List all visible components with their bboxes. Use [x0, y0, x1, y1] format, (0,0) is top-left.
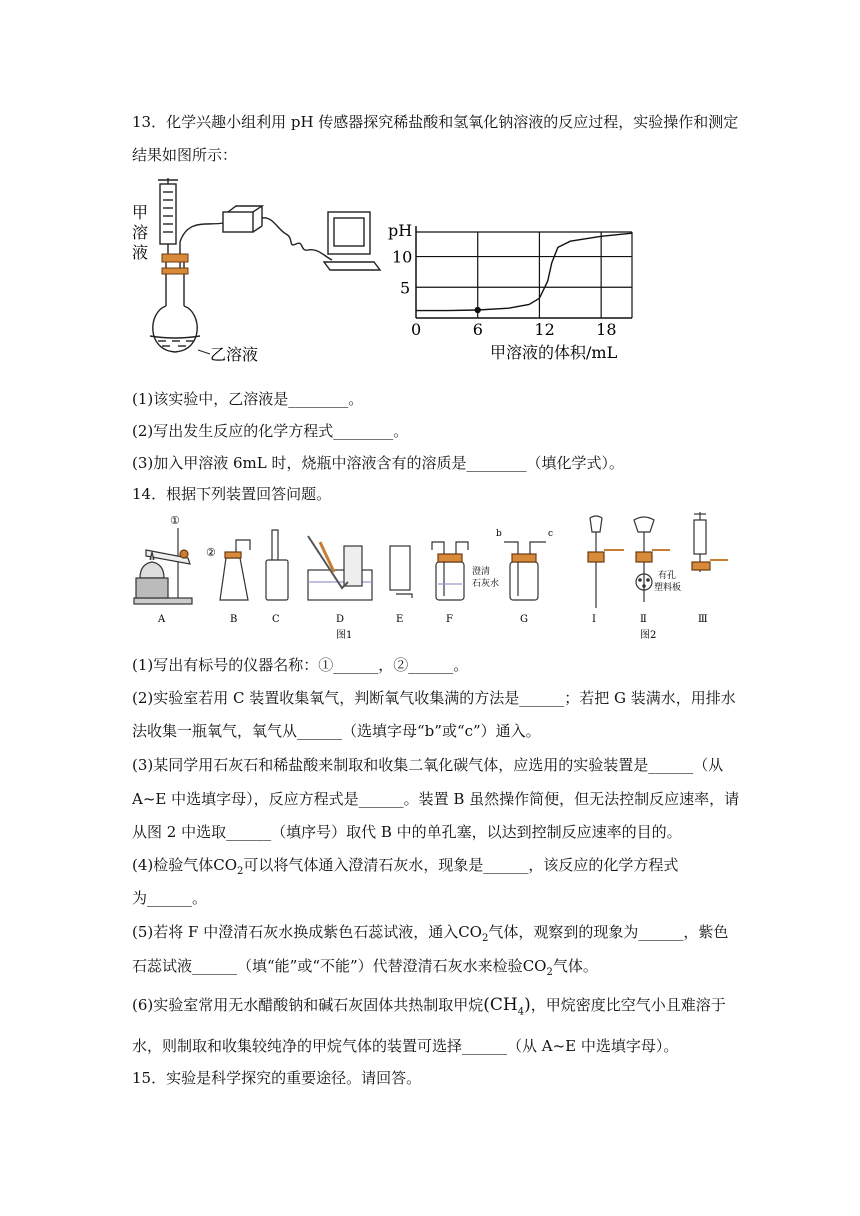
- co2-formula: $CO_2$: [458, 923, 489, 944]
- y-axis-label: pH: [388, 221, 413, 240]
- letter-f: F: [446, 614, 453, 625]
- ph-curve: [416, 233, 632, 310]
- q14-sub2-a: (2)实验室若用 C 装置收集氧气，判断氧气收集满的方法是______；若把 G 装满水，用排水: [132, 689, 736, 707]
- q13-sub1: (1)该实验中，乙溶液是________。: [132, 390, 364, 408]
- q14-sub2-b: 法收集一瓶氧气，氧气从______（选填字母“b”或“c”）通入。: [132, 722, 541, 740]
- letter-c: C: [272, 614, 280, 625]
- numeral-3: Ⅲ: [698, 614, 708, 625]
- fig2-caption: 图2: [640, 630, 657, 641]
- letter-e: E: [396, 614, 404, 625]
- q14-sub3-a: (3)某同学用石灰石和稀盐酸来制取和收集二氧化碳气体，应选用的实验装置是______（从: [132, 756, 724, 774]
- x-tick-label: 18: [596, 320, 617, 339]
- q13-sub3: (3)加入甲溶液 6mL 时，烧瓶中溶液含有的溶质是________（填化学式）。: [132, 454, 625, 472]
- letter-a: A: [158, 614, 166, 625]
- f-label-2: 石灰水: [472, 579, 500, 589]
- syringe-barrel: [160, 184, 176, 244]
- q14-sub4-a: [132, 855, 678, 882]
- label-jia-2: 溶: [132, 223, 149, 242]
- f-label-1: 澄清: [472, 567, 491, 577]
- q14-sub4-b: 为______。: [132, 889, 208, 907]
- label-yi: 乙溶液: [210, 345, 259, 364]
- y-tick-label: 10: [392, 247, 413, 267]
- x-tick-label: 12: [534, 320, 555, 339]
- fig1-caption: 图1: [336, 630, 353, 641]
- marker-2: ②: [206, 546, 216, 559]
- co2-formula: $CO_2$: [522, 957, 553, 978]
- x-tick-label: 0: [411, 320, 422, 339]
- letter-d: D: [336, 614, 345, 625]
- letter-b: B: [230, 614, 238, 625]
- marker-1: ①: [170, 516, 180, 527]
- label-jia-1: 甲: [132, 203, 149, 222]
- plate-label-1: 有孔: [658, 571, 677, 581]
- g-port-b: b: [496, 529, 502, 539]
- ph-chart: [388, 214, 638, 364]
- q14-sub3-c: 从图 2 中选取______（填序号）取代 B 中的单孔塞，以达到控制反应速率的目的。: [132, 823, 682, 841]
- stopper-lower: [162, 268, 188, 274]
- marked-point-6ml: [475, 307, 481, 313]
- q14-figure1: [126, 516, 576, 646]
- x-axis-label: 甲溶液的体积/mL: [490, 343, 618, 362]
- stand-base: [134, 598, 192, 604]
- q14-sub4-a-pre: (4)检验气体: [132, 856, 214, 874]
- co2-formula: $CO_2$: [213, 856, 244, 877]
- q13-stem-line1: 13．化学兴趣小组利用 pH 传感器探究稀盐酸和氢氧化钠溶液的反应过程，实验操作和测定: [132, 113, 739, 131]
- g-port-c: c: [548, 529, 554, 539]
- q13-stem-line2: 结果如图所示：: [132, 146, 238, 164]
- q13-apparatus-figure: [128, 178, 388, 368]
- y-tick-label: 5: [400, 278, 411, 298]
- q13-sub2: (2)写出发生反应的化学方程式________。: [132, 422, 409, 440]
- q14-sub6-b: 水，则制取和收集较纯净的甲烷气体的装置可选择______（从 A~E 中选填字母）。: [132, 1037, 679, 1055]
- ch4-formula: $(CH_4)$: [483, 995, 531, 1018]
- letter-g: G: [520, 614, 528, 625]
- q14-sub1: (1)写出有标号的仪器名称：①______，②______。: [132, 656, 469, 674]
- q14-sub6-a: (6)实验室常用无水醋酸钠和碱石灰固体共热制取甲烷$(CH_4)$，甲烷密度比空气小且难溶于: [132, 995, 726, 1018]
- q14-figure2: [578, 512, 738, 642]
- q14-stem: 14．根据下列装置回答问题。: [132, 485, 332, 503]
- q15-stem: 15．实验是科学探究的重要途径。请回答。: [132, 1069, 422, 1087]
- x-tick-label: 6: [472, 320, 483, 339]
- q14-sub5-a: (5)若将 F 中澄清石灰水换成紫色石蕊试液，通入$CO_2$气体，观察到的现象为______，紫色: [132, 923, 729, 944]
- plate-label-2: 塑料板: [654, 583, 682, 593]
- q14-sub3-b: A~E 中选填字母），反应方程式是______。装置 B 虽然操作简便，但无法控制反应速率，请: [132, 790, 740, 808]
- label-jia-3: 液: [132, 243, 149, 262]
- numeral-2: Ⅱ: [640, 614, 647, 625]
- q14-sub4-a-post: 可以将气体通入澄清石灰水，现象是______，该反应的化学方程式: [243, 856, 679, 874]
- stopper-upper: [162, 254, 188, 262]
- q14-sub5-b: 石蕊试液______（填“能”或“不能”）代替澄清石灰水来检验$CO_2$气体。: [132, 957, 598, 978]
- numeral-1: Ⅰ: [592, 614, 596, 625]
